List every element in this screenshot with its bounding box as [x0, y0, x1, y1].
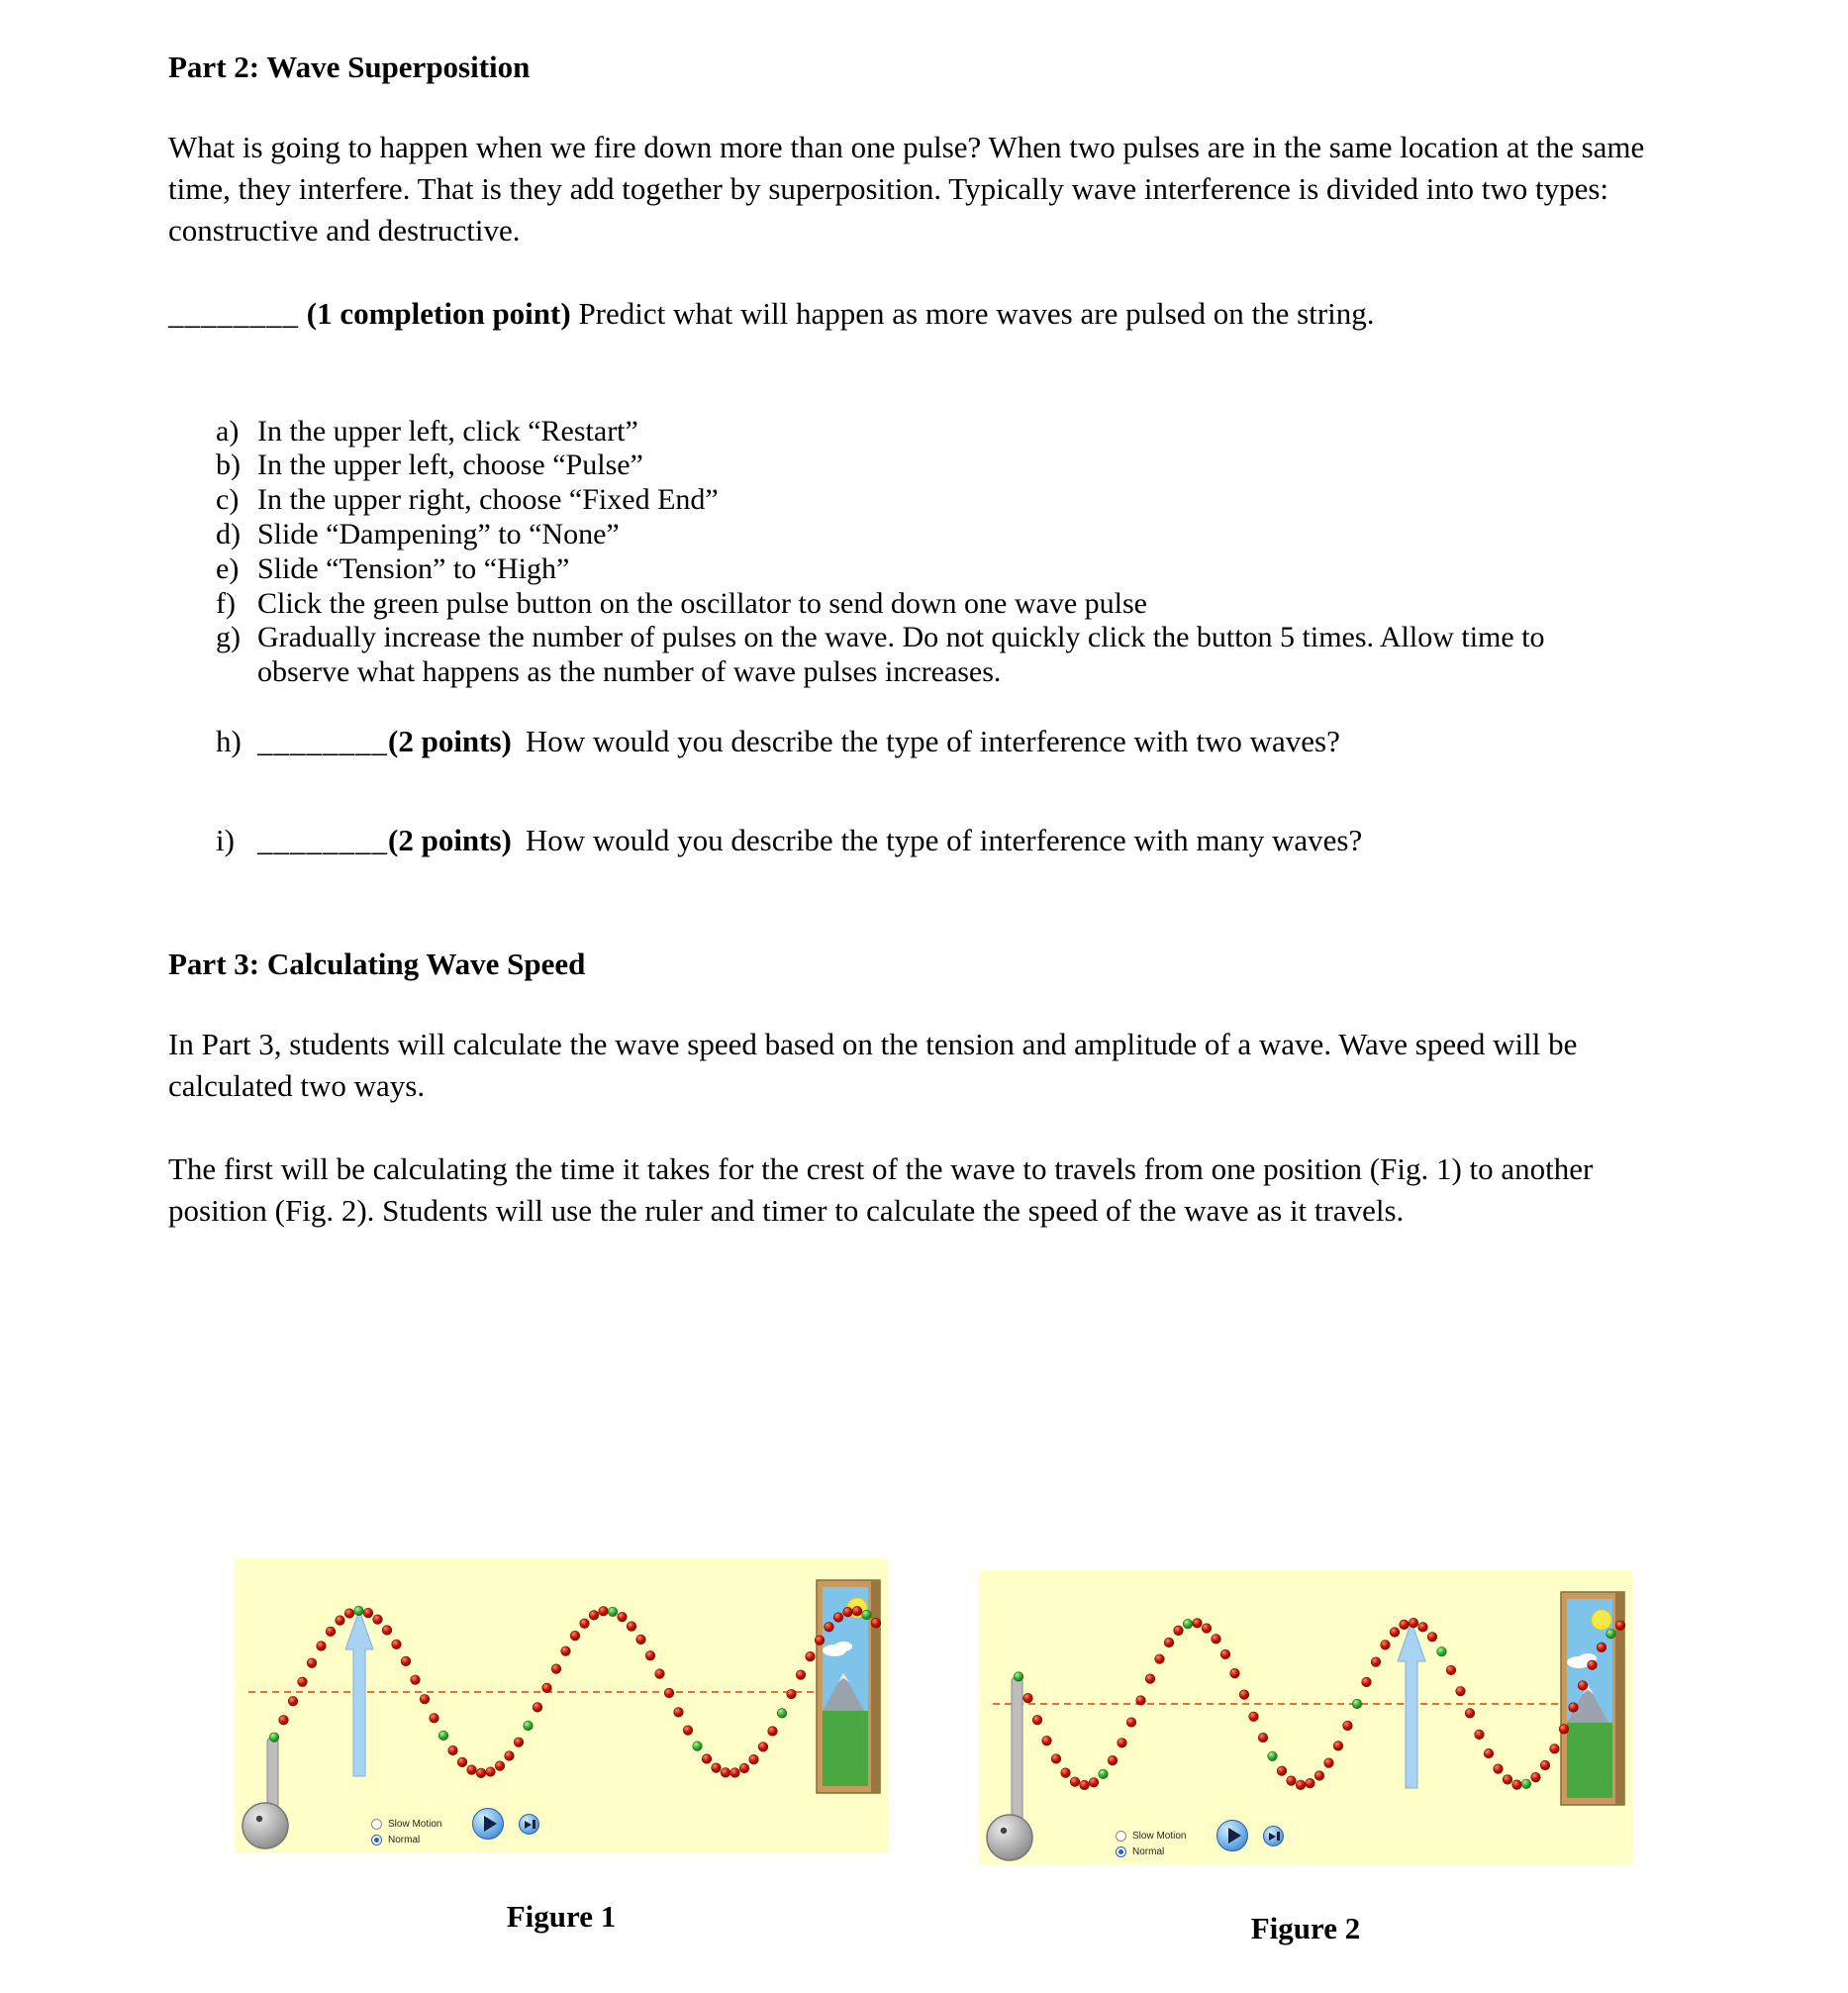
step-marker: g) — [216, 621, 241, 654]
figure-1-caption: Figure 1 — [506, 1899, 617, 1935]
step-marker: a) — [216, 414, 240, 448]
completion-question-text: Predict what will happen as more waves are pulsed on the string. — [570, 296, 1375, 332]
step-b — [216, 448, 1641, 483]
question-i — [216, 821, 1685, 860]
normal-label: Normal — [1132, 1846, 1165, 1858]
part2-heading: Part 2: Wave Superposition — [168, 50, 531, 84]
step-marker: c) — [216, 483, 240, 517]
normal-option[interactable] — [371, 1835, 441, 1845]
step-text: Slide “Dampening” to “None” — [257, 518, 620, 551]
step-marker: b) — [216, 448, 241, 482]
slow-motion-option[interactable] — [371, 1819, 441, 1830]
points-label: (2 points) — [388, 724, 512, 758]
step-forward-icon — [1269, 1833, 1276, 1841]
step-g — [216, 621, 1641, 690]
part3-heading: Part 3: Calculating Wave Speed — [168, 946, 586, 981]
completion-question — [168, 293, 1685, 335]
step-forward-bar — [1277, 1832, 1280, 1841]
step-text: Click the green pulse button on the oscillator to send down one wave pulse — [257, 586, 1147, 620]
part2-intro-paragraph: What is going to happen when we fire down more than one pulse? When two pulses are in the same location at the same time, they interfere. That is they add together by superposition. Typically wave interference is divided into two types: constructive and destructive. — [168, 130, 1645, 249]
step-marker: d) — [216, 518, 241, 551]
figure-1-block — [235, 1558, 888, 1946]
step-text: Gradually increase the number of pulses on the wave. Do not quickly click the button 5 times. Allow time to observe what happens as the number of wave pulses increases. — [257, 621, 1545, 689]
step-forward-bar — [533, 1820, 535, 1829]
part3-paragraph-1: In Part 3, students will calculate the wave speed based on the tension and amplitude of a wave. Wave speed will be calculated two ways. — [168, 1026, 1578, 1103]
play-icon — [484, 1816, 497, 1832]
completion-points-label: (1 completion point) — [306, 296, 571, 332]
step-f — [216, 587, 1641, 622]
step-text: In the upper left, click “Restart” — [257, 414, 638, 448]
wave-simulation-screenshot — [235, 1558, 888, 1853]
step-d — [216, 518, 1641, 552]
step-text: In the upper right, choose “Fixed End” — [257, 483, 719, 517]
wave-simulation-canvas — [979, 1570, 1632, 1865]
play-button[interactable] — [1216, 1820, 1248, 1851]
figure-2-caption: Figure 2 — [1250, 1911, 1361, 1946]
slow-motion-radio[interactable] — [371, 1819, 382, 1830]
slow-motion-radio[interactable] — [1116, 1831, 1126, 1842]
step-c — [216, 483, 1641, 518]
slow-motion-label: Slow Motion — [388, 1819, 442, 1831]
question-marker: i) — [216, 823, 235, 858]
normal-radio[interactable] — [371, 1835, 382, 1845]
figure-2-block — [979, 1570, 1632, 1946]
wave-simulation-canvas — [235, 1558, 888, 1853]
step-text: In the upper left, choose “Pulse” — [257, 448, 643, 482]
wave-simulation-screenshot — [979, 1570, 1632, 1865]
question-body — [257, 722, 1685, 761]
question-body — [257, 821, 1685, 860]
step-marker: e) — [216, 551, 240, 585]
question-text: How would you describe the type of interference with many waves? — [525, 823, 1363, 858]
normal-option[interactable] — [1116, 1846, 1186, 1857]
normal-label: Normal — [388, 1835, 421, 1846]
question-text: How would you describe the type of interference with two waves? — [525, 724, 1340, 758]
step-a — [216, 415, 1641, 449]
question-h — [216, 722, 1685, 761]
playback-controls — [371, 1814, 441, 1845]
step-text: Slide “Tension” to “High” — [257, 551, 570, 585]
step-e — [216, 552, 1641, 587]
answer-blank: ________ — [257, 823, 388, 858]
question-marker: h) — [216, 724, 242, 758]
normal-radio[interactable] — [1116, 1846, 1126, 1857]
play-icon — [1228, 1828, 1241, 1844]
figures-row — [235, 1558, 1685, 1946]
part3-paragraph-2: The first will be calculating the time it takes for the crest of the wave to travels from one position (Fig. 1) to another position (Fig. 2). Students will use the ruler and timer to calculate the speed of the wave as it travels. — [168, 1150, 1594, 1229]
answer-blank: ________ — [257, 724, 388, 758]
slow-motion-label: Slow Motion — [1132, 1831, 1187, 1843]
playback-controls — [1116, 1826, 1186, 1857]
procedure-steps — [216, 415, 1685, 690]
slow-motion-option[interactable] — [1116, 1831, 1186, 1842]
step-marker: f) — [216, 586, 236, 620]
answer-blank: ________ — [168, 296, 299, 332]
play-button[interactable] — [472, 1808, 504, 1840]
step-forward-icon — [525, 1821, 532, 1829]
points-label: (2 points) — [388, 823, 512, 858]
